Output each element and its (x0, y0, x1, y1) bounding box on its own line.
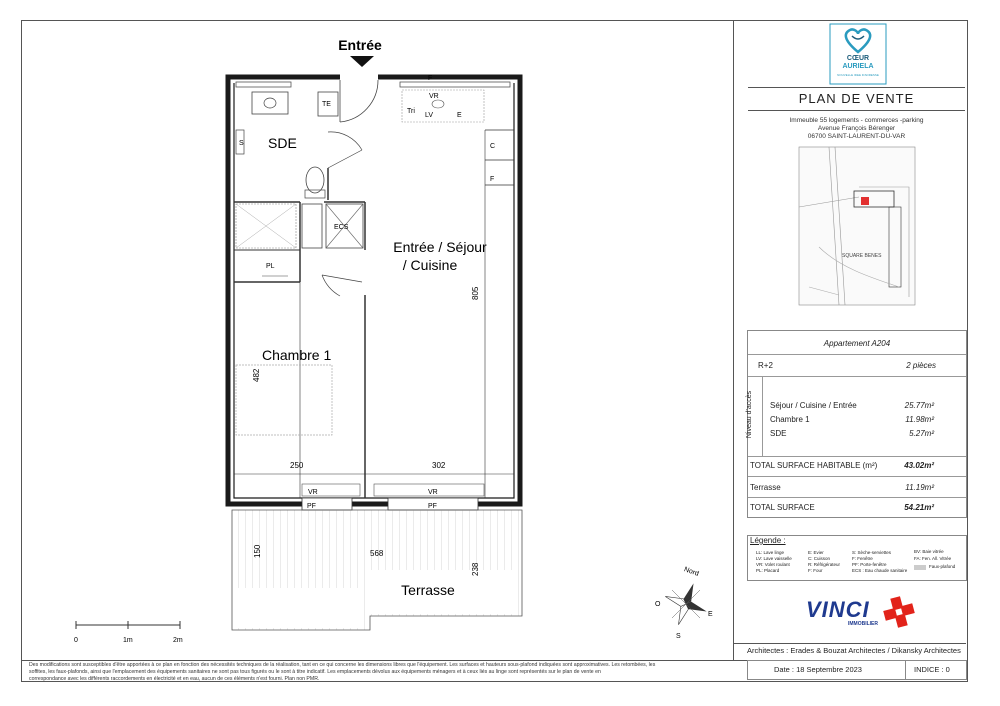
surface-value-2: 5.27m² (909, 429, 934, 438)
apartment-rooms-count: 2 pièces (906, 361, 936, 370)
dim-302: 302 (432, 461, 446, 470)
fixture-f-mid: F (490, 176, 495, 183)
legend-item: PL: Placard (756, 568, 780, 573)
map-label: SQUARE BENES (842, 253, 882, 259)
vinci-cross-icon (884, 597, 914, 627)
total-habitable-value: 43.02m² (904, 461, 934, 470)
compass-e: E (708, 611, 713, 618)
fixture-pl: PL (266, 263, 275, 270)
disclaimer-line3: correspondance avec les différents raccordements en électricité et en eau, aucun de ces éléments n'est fourni. Plan non PMR. (29, 676, 320, 682)
terrasse-value: 11.19m² (905, 483, 934, 492)
logo-brand-line2: AURIELA (842, 63, 874, 70)
architects: Architectes : Erades & Bouzat Architectes / Dikansky Architectes (747, 646, 961, 655)
compass-nord: Nord (682, 566, 700, 578)
fixture-ecs: ECS (334, 224, 349, 231)
dim-238: 238 (471, 562, 480, 576)
legend-item: Faux-plafond (929, 564, 956, 569)
date: Date : 18 Septembre 2023 (774, 665, 862, 674)
room-chambre: Chambre 1 (262, 347, 332, 363)
fixture-vr-left: VR (308, 489, 318, 496)
apartment-name: Appartement A204 (823, 339, 891, 348)
sheet-divider-vertical (733, 20, 734, 660)
interior-walls (234, 130, 514, 498)
address-line1: Immeuble 55 logements - commerces -parking (789, 117, 924, 124)
toilet (306, 167, 324, 193)
access-label: Niveau d'accès (746, 390, 754, 439)
chambre-door-swing (322, 275, 362, 296)
location-map (799, 147, 915, 305)
dim-150: 150 (253, 544, 262, 558)
dim-250: 250 (290, 461, 304, 470)
logo-tagline: NOUVELLE IDEE D'ADRESSE (837, 73, 879, 77)
surface-label-2: SDE (770, 429, 787, 438)
legend-box (747, 535, 967, 581)
scale-bar (76, 621, 180, 629)
fixture-s: S (239, 140, 244, 147)
fixture-f-top: F (428, 75, 433, 82)
sde-door-swing (328, 132, 362, 168)
fixture-lv: LV (425, 112, 434, 119)
legend-item: VR: Volet roulant (756, 562, 790, 567)
date-box (747, 660, 967, 680)
surface-value-0: 25.77m² (904, 401, 934, 410)
plan-title: PLAN DE VENTE (798, 91, 915, 106)
scale-0: 0 (74, 637, 78, 644)
legend-item: FA: Fen. All. Vitrée (914, 556, 952, 561)
legend-item: R: Réfrigérateur (808, 562, 841, 567)
legend-item: F: Four (808, 568, 823, 573)
legend-item: LV: Lave vaisselle (756, 556, 792, 561)
entry-door-swing (340, 80, 378, 122)
legend-item: C: Cuisson (808, 556, 831, 561)
scale-1m: 1m (123, 637, 133, 644)
legend-item: S: Sèche-serviettes (852, 550, 892, 555)
total-value: 54.21m² (904, 503, 934, 512)
vinci-sub: IMMOBILIER (848, 621, 878, 627)
heart-icon (846, 29, 870, 52)
fixture-c: C (490, 143, 496, 150)
index: INDICE : 0 (914, 665, 950, 674)
fixture-e: E (457, 112, 462, 119)
scale-2m: 2m (173, 637, 183, 644)
compass-o: O (655, 601, 661, 608)
room-sejour-line2: / Cuisine (402, 257, 458, 273)
total-label: TOTAL SURFACE (750, 503, 815, 512)
surface-value-1: 11.98m² (905, 415, 934, 424)
legend-title: Légende : (750, 536, 786, 545)
entry-arrow-icon (350, 56, 374, 67)
disclaimer-line2: soffites, les faux-plafonds, ainsi que l'emplacement des équipements sanitaires ne sont pas tous figurés ou le sont à titre indicatif. Les emplacements dévolus aux équipements ménagers et à ceux liés au linge sont représentés sur le plan de vente en (29, 669, 601, 675)
apartment-level: R+2 (758, 361, 773, 370)
surface-label-1: Chambre 1 (770, 415, 810, 424)
apartment-table (747, 330, 967, 518)
total-habitable-label: TOTAL SURFACE HABITABLE (m²) (750, 461, 878, 470)
address-line2: Avenue François Bérenger (817, 125, 896, 132)
fixture-pf-right: PF (428, 503, 437, 510)
fixture-tri: Tri (407, 108, 415, 115)
room-terrasse: Terrasse (401, 582, 455, 598)
fixture-pf-left: PF (307, 503, 316, 510)
compass-s: S (676, 633, 681, 640)
legend-item: LL: Lave linge (756, 550, 785, 555)
washbasin (252, 92, 288, 114)
legend-item: BV: Baie vitrée (914, 549, 944, 554)
entry-label: Entrée (338, 37, 382, 53)
fixture-te: TE (322, 101, 331, 108)
address-line3: 06700 SAINT-LAURENT-DU-VAR (807, 133, 906, 140)
legend-item: PF: Porte-fenêtre (852, 562, 887, 567)
faux-plafond-swatch (914, 565, 926, 570)
room-sde: SDE (268, 135, 297, 151)
legend-item: ECS : Eau chaude sanitaire (852, 568, 908, 573)
logo-brand-line1: CŒUR (846, 55, 870, 62)
location-highlight (861, 197, 869, 205)
dim-805: 805 (471, 286, 480, 300)
fixture-vr-right: VR (428, 489, 438, 496)
compass-rose-icon (664, 582, 708, 626)
dim-482: 482 (252, 368, 261, 382)
legend-item: E: Evier (808, 550, 824, 555)
surface-label-0: Séjour / Cuisine / Entrée (770, 401, 857, 410)
bed (236, 365, 332, 435)
room-sejour-line1: Entrée / Séjour (393, 239, 487, 255)
dim-568: 568 (370, 549, 384, 558)
terrasse-label: Terrasse (750, 483, 781, 492)
fixture-vr-top: VR (429, 93, 439, 100)
vinci-name: VINCI (806, 597, 870, 622)
legend-item: F: Fenêtre (852, 556, 873, 561)
disclaimer-line1: Des modifications sont susceptibles d'être apportées à ce plan en fonction des nécessités techniques de la réalisation, tant en ce qui concerne les dimensions libres que l'équipement. Les surfaces et hauteurs sous-plafond indiquées sont approximatives. Les retombées, les (29, 662, 656, 668)
